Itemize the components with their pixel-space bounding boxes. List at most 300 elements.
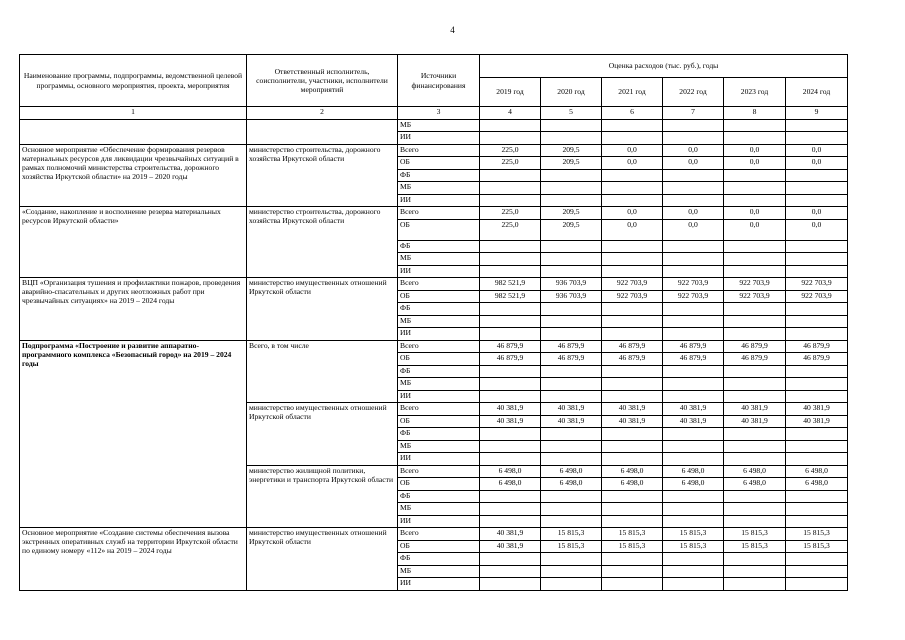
value-cell: 40 381,9 [663, 403, 724, 416]
value-cell: 15 815,3 [786, 540, 848, 553]
table-body [20, 119, 848, 590]
value-cell: 15 815,3 [602, 540, 663, 553]
value-cell: 6 498,0 [724, 465, 786, 478]
value-cell [724, 194, 786, 207]
value-cell: 0,0 [663, 207, 724, 220]
value-cell [786, 553, 848, 566]
value-cell [480, 315, 541, 328]
value-cell [480, 490, 541, 503]
header-name-cell: Наименование программы, подпрограммы, ведомственной целевой программы, основного мероприятия, проекта, мероприятия [20, 55, 247, 107]
value-cell [786, 515, 848, 528]
source-cell: ФБ [398, 365, 480, 378]
value-cell: 15 815,3 [663, 540, 724, 553]
value-cell [602, 169, 663, 182]
value-cell: 936 703,9 [541, 290, 602, 303]
value-cell: 46 879,9 [541, 340, 602, 353]
source-cell: ОБ [398, 353, 480, 366]
value-cell: 209,5 [541, 144, 602, 157]
value-cell [663, 315, 724, 328]
value-cell [663, 578, 724, 591]
value-cell [541, 490, 602, 503]
value-cell: 0,0 [724, 157, 786, 170]
value-cell [602, 240, 663, 253]
table-row [20, 144, 848, 157]
source-cell: ОБ [398, 415, 480, 428]
responsible-cell: министерство имущественных отношений Иркутской области [247, 278, 398, 341]
header-estimate-cell: Оценка расходов (тыс. руб.), годы [480, 55, 848, 78]
value-cell [786, 440, 848, 453]
value-cell [480, 119, 541, 132]
value-cell [602, 515, 663, 528]
value-cell [663, 182, 724, 195]
value-cell [724, 490, 786, 503]
value-cell: 40 381,9 [724, 415, 786, 428]
value-cell [602, 390, 663, 403]
value-cell [663, 503, 724, 516]
value-cell: 0,0 [786, 144, 848, 157]
value-cell: 40 381,9 [786, 403, 848, 416]
value-cell [480, 303, 541, 316]
value-cell [480, 253, 541, 266]
value-cell [480, 453, 541, 466]
value-cell [786, 328, 848, 341]
value-cell [786, 169, 848, 182]
source-cell: МБ [398, 182, 480, 195]
header-index-row [20, 107, 848, 120]
value-cell: 15 815,3 [724, 528, 786, 541]
source-cell: ОБ [398, 219, 480, 240]
value-cell [663, 194, 724, 207]
value-cell [786, 565, 848, 578]
source-cell: МБ [398, 253, 480, 266]
source-cell: Всего [398, 465, 480, 478]
column-index-cell: 4 [480, 107, 541, 120]
program-name-cell: ВЦП «Организация тушения и профилактики пожаров, проведения аварийно-спасательных и других неотложных работ при чрезвычайных ситуациях» на 2019 – 2024 годы [20, 278, 247, 341]
source-cell: ОБ [398, 290, 480, 303]
value-cell: 922 703,9 [724, 278, 786, 291]
value-cell: 0,0 [724, 207, 786, 220]
value-cell [663, 390, 724, 403]
value-cell: 209,5 [541, 219, 602, 240]
value-cell [480, 328, 541, 341]
header-row-1 [20, 55, 848, 78]
value-cell [663, 440, 724, 453]
value-cell: 40 381,9 [480, 403, 541, 416]
value-cell [663, 119, 724, 132]
value-cell [786, 390, 848, 403]
value-cell: 40 381,9 [724, 403, 786, 416]
value-cell [663, 303, 724, 316]
value-cell [724, 565, 786, 578]
value-cell: 6 498,0 [663, 478, 724, 491]
value-cell [480, 265, 541, 278]
value-cell [480, 365, 541, 378]
value-cell: 922 703,9 [786, 278, 848, 291]
value-cell [786, 503, 848, 516]
value-cell: 225,0 [480, 207, 541, 220]
value-cell: 0,0 [663, 157, 724, 170]
value-cell: 40 381,9 [541, 415, 602, 428]
value-cell [786, 303, 848, 316]
year-header-cell: 2022 год [663, 78, 724, 107]
value-cell: 0,0 [663, 219, 724, 240]
value-cell [663, 240, 724, 253]
value-cell [541, 453, 602, 466]
value-cell [602, 578, 663, 591]
value-cell [724, 169, 786, 182]
column-index-cell: 9 [786, 107, 848, 120]
value-cell [663, 378, 724, 391]
value-cell [602, 553, 663, 566]
value-cell: 0,0 [602, 207, 663, 220]
column-index-cell: 6 [602, 107, 663, 120]
source-cell: Всего [398, 278, 480, 291]
value-cell: 0,0 [786, 207, 848, 220]
value-cell [602, 453, 663, 466]
value-cell: 40 381,9 [541, 403, 602, 416]
header-source-cell: Источники финансирования [398, 55, 480, 107]
source-cell: ИИ [398, 194, 480, 207]
value-cell [602, 315, 663, 328]
value-cell: 15 815,3 [786, 528, 848, 541]
value-cell: 46 879,9 [480, 340, 541, 353]
value-cell [602, 182, 663, 195]
value-cell [724, 503, 786, 516]
responsible-cell: министерство имущественных отношений Иркутской области [247, 528, 398, 591]
value-cell: 46 879,9 [724, 353, 786, 366]
source-cell: Всего [398, 528, 480, 541]
value-cell: 6 498,0 [480, 478, 541, 491]
source-cell: ФБ [398, 490, 480, 503]
value-cell [724, 328, 786, 341]
year-header-cell: 2020 год [541, 78, 602, 107]
value-cell: 0,0 [602, 144, 663, 157]
value-cell: 6 498,0 [602, 465, 663, 478]
value-cell [541, 390, 602, 403]
value-cell [786, 119, 848, 132]
value-cell [663, 169, 724, 182]
value-cell: 209,5 [541, 207, 602, 220]
source-cell: МБ [398, 378, 480, 391]
value-cell: 936 703,9 [541, 278, 602, 291]
value-cell [541, 132, 602, 145]
value-cell [663, 253, 724, 266]
value-cell [663, 132, 724, 145]
source-cell: МБ [398, 440, 480, 453]
value-cell [724, 119, 786, 132]
value-cell: 0,0 [724, 144, 786, 157]
value-cell [786, 578, 848, 591]
source-cell: ОБ [398, 157, 480, 170]
source-cell: ФБ [398, 553, 480, 566]
source-cell: ИИ [398, 453, 480, 466]
value-cell: 922 703,9 [786, 290, 848, 303]
value-cell [541, 378, 602, 391]
source-cell: МБ [398, 315, 480, 328]
responsible-cell [247, 119, 398, 144]
value-cell [541, 265, 602, 278]
value-cell [724, 365, 786, 378]
value-cell [541, 119, 602, 132]
table-row [20, 340, 848, 353]
value-cell [724, 303, 786, 316]
responsible-cell: министерство жилищной политики, энергетики и транспорта Иркутской области [247, 465, 398, 528]
year-header-cell: 2024 год [786, 78, 848, 107]
value-cell: 0,0 [663, 144, 724, 157]
responsible-cell: Всего, в том числе [247, 340, 398, 403]
value-cell [786, 240, 848, 253]
value-cell: 0,0 [602, 157, 663, 170]
value-cell [480, 390, 541, 403]
column-index-cell: 2 [247, 107, 398, 120]
value-cell [663, 328, 724, 341]
value-cell: 46 879,9 [602, 353, 663, 366]
value-cell [480, 440, 541, 453]
source-cell: ФБ [398, 428, 480, 441]
year-header-cell: 2021 год [602, 78, 663, 107]
value-cell: 40 381,9 [602, 415, 663, 428]
value-cell: 6 498,0 [602, 478, 663, 491]
value-cell: 40 381,9 [663, 415, 724, 428]
value-cell [480, 515, 541, 528]
value-cell [602, 440, 663, 453]
value-cell: 6 498,0 [663, 465, 724, 478]
value-cell [480, 378, 541, 391]
value-cell [602, 253, 663, 266]
table-row [20, 528, 848, 541]
value-cell: 0,0 [602, 219, 663, 240]
value-cell: 46 879,9 [786, 353, 848, 366]
value-cell [786, 365, 848, 378]
value-cell [541, 169, 602, 182]
value-cell [541, 240, 602, 253]
value-cell [724, 132, 786, 145]
value-cell: 0,0 [724, 219, 786, 240]
value-cell [602, 328, 663, 341]
program-name-cell: Подпрограмма «Построение и развитие аппаратно-программного комплекса «Безопасный город» на 2019 – 2024 годы [20, 340, 247, 528]
value-cell [786, 315, 848, 328]
value-cell [541, 194, 602, 207]
value-cell [541, 440, 602, 453]
value-cell: 6 498,0 [786, 465, 848, 478]
value-cell: 922 703,9 [602, 278, 663, 291]
source-cell: ИИ [398, 132, 480, 145]
value-cell [663, 428, 724, 441]
value-cell: 46 879,9 [663, 353, 724, 366]
value-cell [602, 303, 663, 316]
program-name-cell: Основное мероприятие «Обеспечение формирования резервов материальных ресурсов для ликвидации чрезвычайных ситуаций в рамках полномочий министерства строительства, дорожного хозяйства Иркутской области» на 2019 – 2020 годы [20, 144, 247, 207]
source-cell: ИИ [398, 390, 480, 403]
responsible-cell: министерство имущественных отношений Иркутской области [247, 403, 398, 466]
expenses-table [19, 54, 848, 591]
value-cell [480, 428, 541, 441]
value-cell [602, 365, 663, 378]
source-cell: ФБ [398, 240, 480, 253]
source-cell: Всего [398, 340, 480, 353]
value-cell: 46 879,9 [663, 340, 724, 353]
value-cell [663, 565, 724, 578]
value-cell [541, 182, 602, 195]
value-cell [480, 240, 541, 253]
value-cell: 6 498,0 [724, 478, 786, 491]
source-cell: МБ [398, 503, 480, 516]
value-cell: 922 703,9 [663, 290, 724, 303]
value-cell: 40 381,9 [602, 403, 663, 416]
value-cell: 15 815,3 [602, 528, 663, 541]
value-cell [480, 553, 541, 566]
value-cell [663, 365, 724, 378]
value-cell: 225,0 [480, 219, 541, 240]
value-cell: 46 879,9 [602, 340, 663, 353]
column-index-cell: 8 [724, 107, 786, 120]
column-index-cell: 5 [541, 107, 602, 120]
table-row [20, 207, 848, 220]
value-cell [724, 390, 786, 403]
value-cell [786, 182, 848, 195]
value-cell [724, 440, 786, 453]
value-cell [724, 453, 786, 466]
value-cell [541, 315, 602, 328]
source-cell: МБ [398, 565, 480, 578]
value-cell [724, 253, 786, 266]
source-cell: ИИ [398, 265, 480, 278]
source-cell: ОБ [398, 540, 480, 553]
value-cell [541, 565, 602, 578]
source-cell: МБ [398, 119, 480, 132]
value-cell: 225,0 [480, 144, 541, 157]
value-cell: 15 815,3 [663, 528, 724, 541]
value-cell [786, 194, 848, 207]
value-cell [602, 265, 663, 278]
value-cell [480, 503, 541, 516]
value-cell: 982 521,9 [480, 290, 541, 303]
table-row [20, 278, 848, 291]
value-cell [724, 378, 786, 391]
value-cell [786, 490, 848, 503]
value-cell: 209,5 [541, 157, 602, 170]
value-cell [724, 315, 786, 328]
value-cell [480, 132, 541, 145]
value-cell [786, 265, 848, 278]
value-cell [724, 553, 786, 566]
value-cell [724, 265, 786, 278]
year-header-cell: 2019 год [480, 78, 541, 107]
program-name-cell [20, 119, 247, 144]
value-cell [724, 428, 786, 441]
source-cell: ИИ [398, 515, 480, 528]
value-cell: 46 879,9 [724, 340, 786, 353]
column-index-cell: 1 [20, 107, 247, 120]
value-cell: 46 879,9 [541, 353, 602, 366]
column-index-cell: 7 [663, 107, 724, 120]
value-cell [602, 194, 663, 207]
value-cell [602, 119, 663, 132]
value-cell [663, 265, 724, 278]
source-cell: Всего [398, 207, 480, 220]
value-cell [602, 378, 663, 391]
source-cell: ИИ [398, 578, 480, 591]
table-row [20, 119, 848, 132]
value-cell: 40 381,9 [480, 415, 541, 428]
value-cell: 6 498,0 [480, 465, 541, 478]
value-cell [602, 132, 663, 145]
value-cell: 922 703,9 [602, 290, 663, 303]
value-cell [724, 578, 786, 591]
source-cell: Всего [398, 144, 480, 157]
source-cell: Всего [398, 403, 480, 416]
value-cell: 6 498,0 [541, 465, 602, 478]
value-cell [541, 365, 602, 378]
value-cell [480, 169, 541, 182]
value-cell [602, 565, 663, 578]
page-number: 4 [450, 25, 455, 35]
value-cell [663, 553, 724, 566]
responsible-cell: министерство строительства, дорожного хозяйства Иркутской области [247, 207, 398, 278]
value-cell: 922 703,9 [663, 278, 724, 291]
value-cell [602, 490, 663, 503]
value-cell: 0,0 [786, 157, 848, 170]
value-cell [663, 515, 724, 528]
source-cell: ИИ [398, 328, 480, 341]
value-cell [480, 182, 541, 195]
value-cell: 40 381,9 [480, 528, 541, 541]
value-cell: 6 498,0 [786, 478, 848, 491]
value-cell [724, 182, 786, 195]
value-cell [480, 194, 541, 207]
value-cell [724, 240, 786, 253]
value-cell: 46 879,9 [480, 353, 541, 366]
value-cell [541, 303, 602, 316]
value-cell [541, 253, 602, 266]
value-cell [541, 515, 602, 528]
value-cell [786, 453, 848, 466]
source-cell: ОБ [398, 478, 480, 491]
value-cell: 46 879,9 [786, 340, 848, 353]
header-responsible-cell: Ответственный исполнитель, соисполнители, участники, исполнители мероприятий [247, 55, 398, 107]
value-cell [786, 132, 848, 145]
value-cell: 15 815,3 [541, 528, 602, 541]
value-cell [541, 428, 602, 441]
value-cell [541, 578, 602, 591]
value-cell [786, 253, 848, 266]
program-name-cell: Основное мероприятие «Создание системы обеспечения вызова экстренных оперативных служб на территории Иркутской области по единому номеру «112» на 2019 – 2024 годы [20, 528, 247, 591]
program-name-cell: «Создание, накопление и восполнение резерва материальных ресурсов Иркутской области» [20, 207, 247, 278]
source-cell: ФБ [398, 169, 480, 182]
value-cell [541, 503, 602, 516]
year-header-cell: 2023 год [724, 78, 786, 107]
value-cell [541, 553, 602, 566]
value-cell [541, 328, 602, 341]
value-cell [663, 490, 724, 503]
value-cell [480, 578, 541, 591]
value-cell: 922 703,9 [724, 290, 786, 303]
value-cell: 40 381,9 [480, 540, 541, 553]
source-cell: ФБ [398, 303, 480, 316]
value-cell [602, 428, 663, 441]
value-cell [786, 428, 848, 441]
value-cell: 6 498,0 [541, 478, 602, 491]
value-cell: 982 521,9 [480, 278, 541, 291]
value-cell: 40 381,9 [786, 415, 848, 428]
value-cell: 0,0 [786, 219, 848, 240]
value-cell [480, 565, 541, 578]
value-cell [602, 503, 663, 516]
responsible-cell: министерство строительства, дорожного хозяйства Иркутской области [247, 144, 398, 207]
value-cell: 15 815,3 [541, 540, 602, 553]
value-cell [724, 515, 786, 528]
value-cell [663, 453, 724, 466]
value-cell: 225,0 [480, 157, 541, 170]
